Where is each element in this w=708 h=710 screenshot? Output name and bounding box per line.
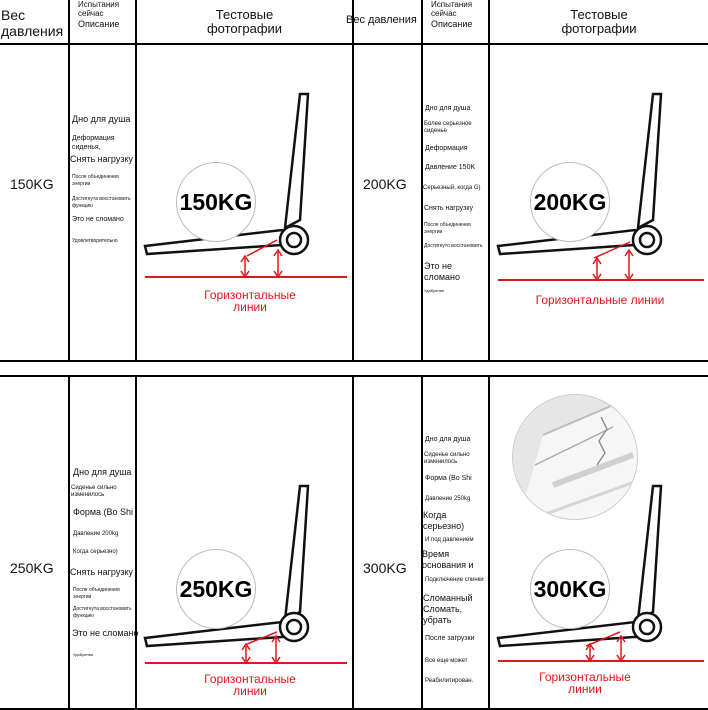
bottom-panel: 250KG Дно для душа Сиденье сильно изменилось Форма (Bo Shi Давление 200kg Когда серьезно) Снять нагрузку После объединения энергии Достигнута восстановить функцию Это не сломано Удобрения 250KG Горизонтальные линии 300KG Дно для душа Сиденье сильно изменилось Форма (Bo Shi Давление 250kg Когда серьезно) И под давлением Время основания и Подключение спинки Сломанный Сломать, убрать После загрузки Все еще может Реабилитирован. 300KG Горизонтальные линии — [0, 375, 708, 710]
col-divider — [68, 0, 70, 360]
header-divider — [0, 43, 708, 45]
weight-header: Вес давления — [346, 14, 417, 26]
load-badge: 200KG — [530, 162, 610, 242]
horizontal-lines-label: Горизонтальные линии — [539, 670, 631, 696]
load-badge: 150KG — [176, 162, 256, 242]
horizontal-lines-label: Горизонтальные линии — [535, 293, 665, 307]
horizontal-lines-label: Горизонтальные линии — [204, 672, 296, 698]
horizontal-lines-label: Горизонтальные линии — [204, 288, 296, 314]
photo-header: Тестовые фотографии — [206, 7, 283, 36]
weight-value: 300KG — [363, 560, 407, 576]
photo-header: Тестовые фотографии — [561, 7, 637, 36]
col-divider — [421, 377, 423, 708]
col-divider — [352, 377, 354, 708]
top-panel: Вес давления Испытания сейчас Описание Тестовые фотографии Вес давления Испытания сейчас Описание Тестовые фотографии 150KG Дно для душа Деформация сиденья, Снять нагрузку После объединения энергии Достигнута восстановить функцию Это не сломано Удовлетворительно 150KG Горизонтальные линии 200KG Дно для душа Более серьезное сиденье Деформация Давление 150K Серьезный, когда G) Снять нагрузку После объединения энергии Достигнуто восстановить Это не сломано Удобрение 200KG Горизонтальные линии — [0, 0, 708, 362]
weight-header: Вес давления — [1, 7, 64, 39]
desc-header: Испытания сейчас Описание — [78, 0, 120, 29]
desc-header: Испытания сейчас Описание — [431, 0, 473, 29]
weight-value: 250KG — [10, 560, 54, 576]
col-divider — [421, 0, 423, 360]
load-badge: 250KG — [176, 549, 256, 629]
col-divider — [352, 0, 354, 360]
weight-value: 200KG — [363, 176, 407, 192]
col-divider — [68, 377, 70, 708]
load-badge: 300KG — [530, 549, 610, 629]
weight-value: 150KG — [10, 176, 54, 192]
